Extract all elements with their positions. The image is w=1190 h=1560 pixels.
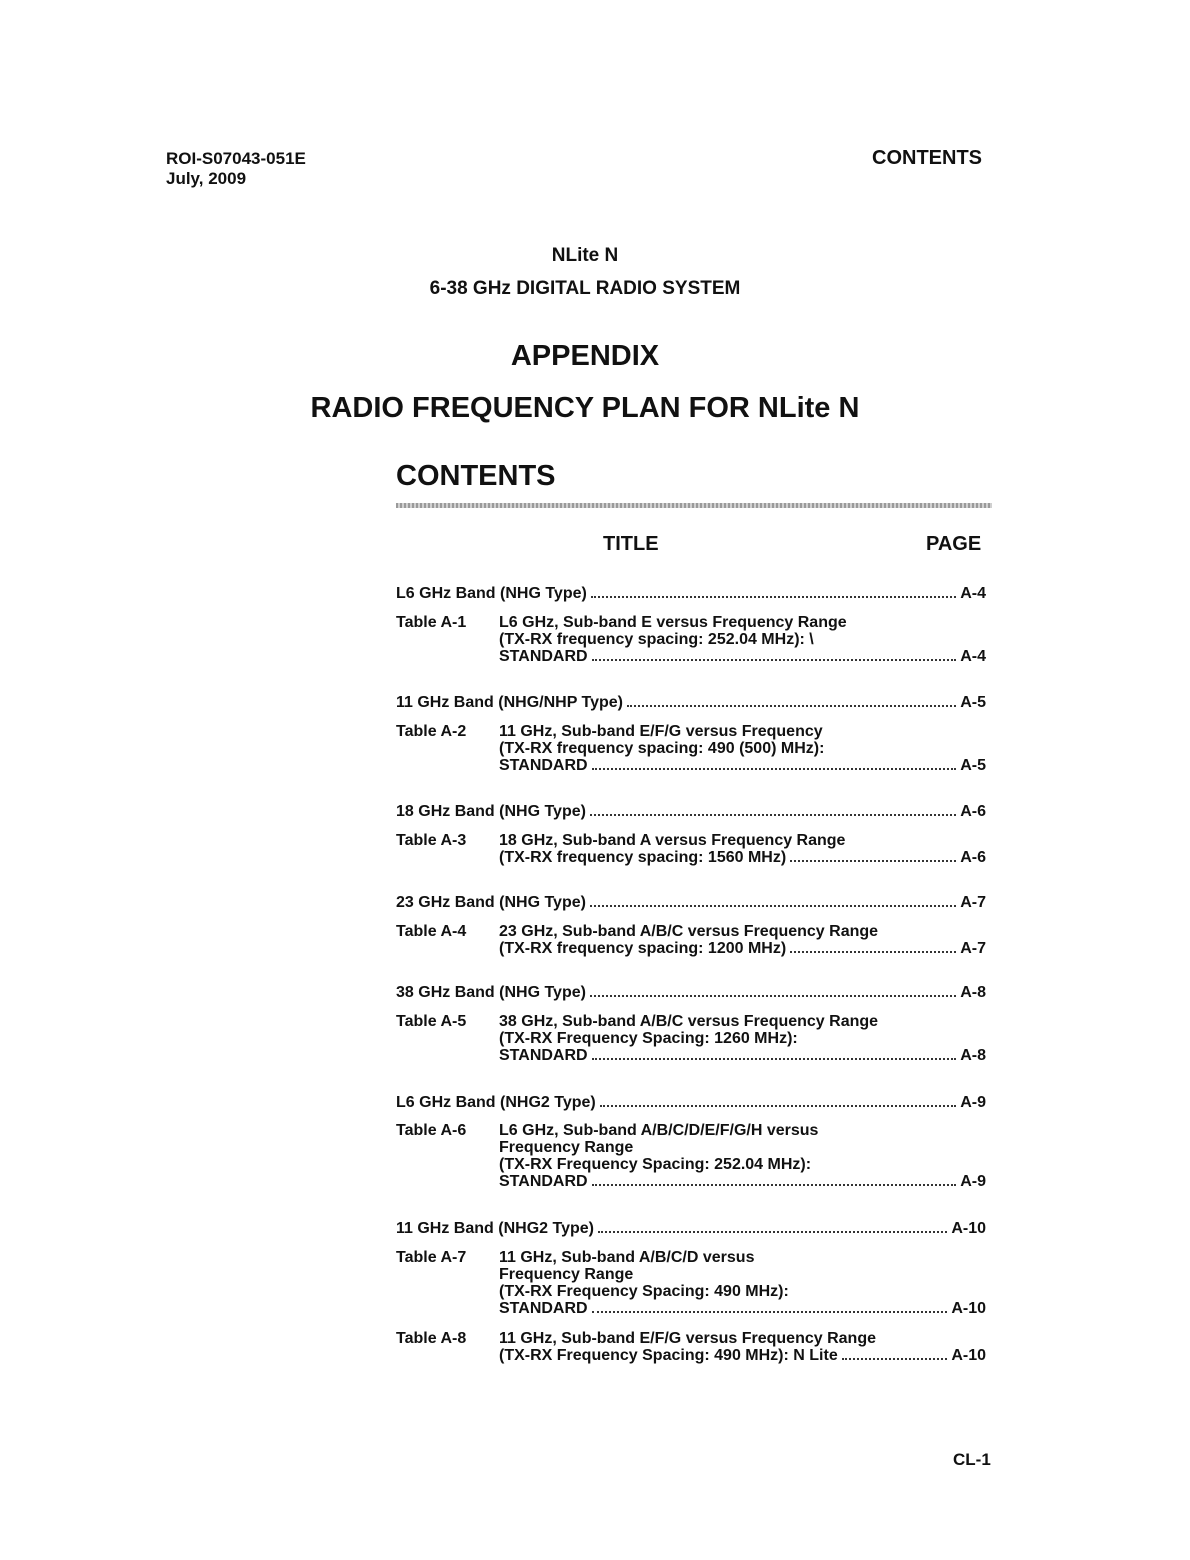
table-title-line: (TX-RX frequency spacing: 1560 MHz) xyxy=(499,849,787,866)
table-title-line: L6 GHz, Sub-band E versus Frequency Range xyxy=(499,614,847,631)
table-label: Table A-7 xyxy=(396,1249,467,1266)
table-label: Table A-8 xyxy=(396,1330,467,1347)
dot-leader xyxy=(842,1358,948,1360)
toc-band-entry[interactable] xyxy=(396,1220,986,1237)
toc-entry-page: A-10 xyxy=(951,1347,986,1364)
dot-leader xyxy=(591,596,956,598)
dot-leader xyxy=(790,951,956,953)
toc-entry-page: A-6 xyxy=(960,803,986,820)
toc-entry-page: A-7 xyxy=(960,940,986,957)
toc-band-entry[interactable] xyxy=(396,585,986,602)
table-title-line: STANDARD xyxy=(499,757,588,774)
table-title-line: (TX-RX frequency spacing: 490 (500) MHz): xyxy=(499,740,825,757)
toc-list xyxy=(396,0,986,1560)
toc-page-column-header: PAGE xyxy=(926,533,982,555)
dot-leader xyxy=(590,814,956,816)
table-title-line: (TX-RX Frequency Spacing: 490 MHz): xyxy=(499,1283,789,1300)
toc-entry-page: A-5 xyxy=(960,694,986,711)
toc-entry-page: A-6 xyxy=(960,849,986,866)
table-title-line: STANDARD xyxy=(499,1173,588,1190)
plan-heading: RADIO FREQUENCY PLAN FOR NLite N xyxy=(310,392,860,424)
table-title-line: STANDARD xyxy=(499,1300,588,1317)
toc-entry-page: A-7 xyxy=(960,894,986,911)
table-label: Table A-1 xyxy=(396,614,467,631)
table-title-line: (TX-RX frequency spacing: 1200 MHz) xyxy=(499,940,787,957)
toc-band-entry[interactable] xyxy=(396,1094,986,1111)
dot-leader xyxy=(590,905,956,907)
toc-entry-page: A-5 xyxy=(960,757,986,774)
table-label: Table A-2 xyxy=(396,723,467,740)
dot-leader xyxy=(600,1105,957,1107)
toc-entry-title: 38 GHz Band (NHG Type) xyxy=(396,984,586,1001)
table-label: Table A-6 xyxy=(396,1122,467,1139)
toc-entry-title: 11 GHz Band (NHG/NHP Type) xyxy=(396,694,623,711)
toc-entry-page: A-8 xyxy=(960,984,986,1001)
contents-heading: CONTENTS xyxy=(396,460,556,492)
dot-leader xyxy=(627,705,956,707)
table-label: Table A-4 xyxy=(396,923,467,940)
toc-entry-page: A-9 xyxy=(960,1173,986,1190)
dot-leader xyxy=(592,768,957,770)
toc-band-entry[interactable] xyxy=(396,984,986,1001)
dot-leader xyxy=(592,1058,957,1060)
dot-leader xyxy=(592,1311,948,1313)
system-name: 6-38 GHz DIGITAL RADIO SYSTEM xyxy=(429,278,741,299)
table-title-line: STANDARD xyxy=(499,1047,588,1064)
dot-leader xyxy=(592,1184,957,1186)
table-title-line: L6 GHz, Sub-band A/B/C/D/E/F/G/H versus xyxy=(499,1122,819,1139)
toc-entry-page: A-10 xyxy=(951,1220,986,1237)
table-label: Table A-5 xyxy=(396,1013,467,1030)
table-title-line: (TX-RX frequency spacing: 252.04 MHz): \ xyxy=(499,631,814,648)
table-title-line: 11 GHz, Sub-band E/F/G versus Frequency Range xyxy=(499,1330,876,1347)
dot-leader xyxy=(592,659,957,661)
dot-leader xyxy=(598,1231,947,1233)
dot-leader xyxy=(590,995,956,997)
toc-band-entry[interactable] xyxy=(396,803,986,820)
table-title-line: (TX-RX Frequency Spacing: 1260 MHz): xyxy=(499,1030,798,1047)
table-title-line: 11 GHz, Sub-band A/B/C/D versus xyxy=(499,1249,755,1266)
toc-entry-title: L6 GHz Band (NHG Type) xyxy=(396,585,587,602)
document-date: July, 2009 xyxy=(166,169,247,188)
table-title-line: STANDARD xyxy=(499,648,588,665)
toc-entry-title: 18 GHz Band (NHG Type) xyxy=(396,803,586,820)
toc-entry-title: 11 GHz Band (NHG2 Type) xyxy=(396,1220,594,1237)
toc-band-entry[interactable] xyxy=(396,894,986,911)
table-title-line: Frequency Range xyxy=(499,1266,634,1283)
table-title-line: 11 GHz, Sub-band E/F/G versus Frequency xyxy=(499,723,823,740)
toc-entry-page: A-4 xyxy=(960,585,986,602)
toc-entry-page: A-8 xyxy=(960,1047,986,1064)
appendix-heading: APPENDIX xyxy=(510,340,660,372)
table-title-line: (TX-RX Frequency Spacing: 252.04 MHz): xyxy=(499,1156,812,1173)
toc-entry-title: 23 GHz Band (NHG Type) xyxy=(396,894,586,911)
toc-entry-page: A-10 xyxy=(951,1300,986,1317)
toc-entry-page: A-4 xyxy=(960,648,986,665)
dot-leader xyxy=(790,860,956,862)
toc-title-column-header: TITLE xyxy=(603,533,659,555)
table-title-line: (TX-RX Frequency Spacing: 490 MHz): N Lite xyxy=(499,1347,838,1364)
page-number: CL-1 xyxy=(953,1450,991,1469)
document-id: ROI-S07043-051E xyxy=(166,149,306,168)
table-title-line: 38 GHz, Sub-band A/B/C versus Frequency Range xyxy=(499,1013,879,1030)
table-label: Table A-3 xyxy=(396,832,467,849)
table-title-line: Frequency Range xyxy=(499,1139,634,1156)
toc-entry-page: A-9 xyxy=(960,1094,986,1111)
product-name: NLite N xyxy=(551,245,619,266)
table-title-line: 18 GHz, Sub-band A versus Frequency Range xyxy=(499,832,846,849)
table-title-line: 23 GHz, Sub-band A/B/C versus Frequency Range xyxy=(499,923,879,940)
section-heading: CONTENTS xyxy=(872,147,982,169)
toc-entry-title: L6 GHz Band (NHG2 Type) xyxy=(396,1094,596,1111)
toc-band-entry[interactable] xyxy=(396,694,986,711)
